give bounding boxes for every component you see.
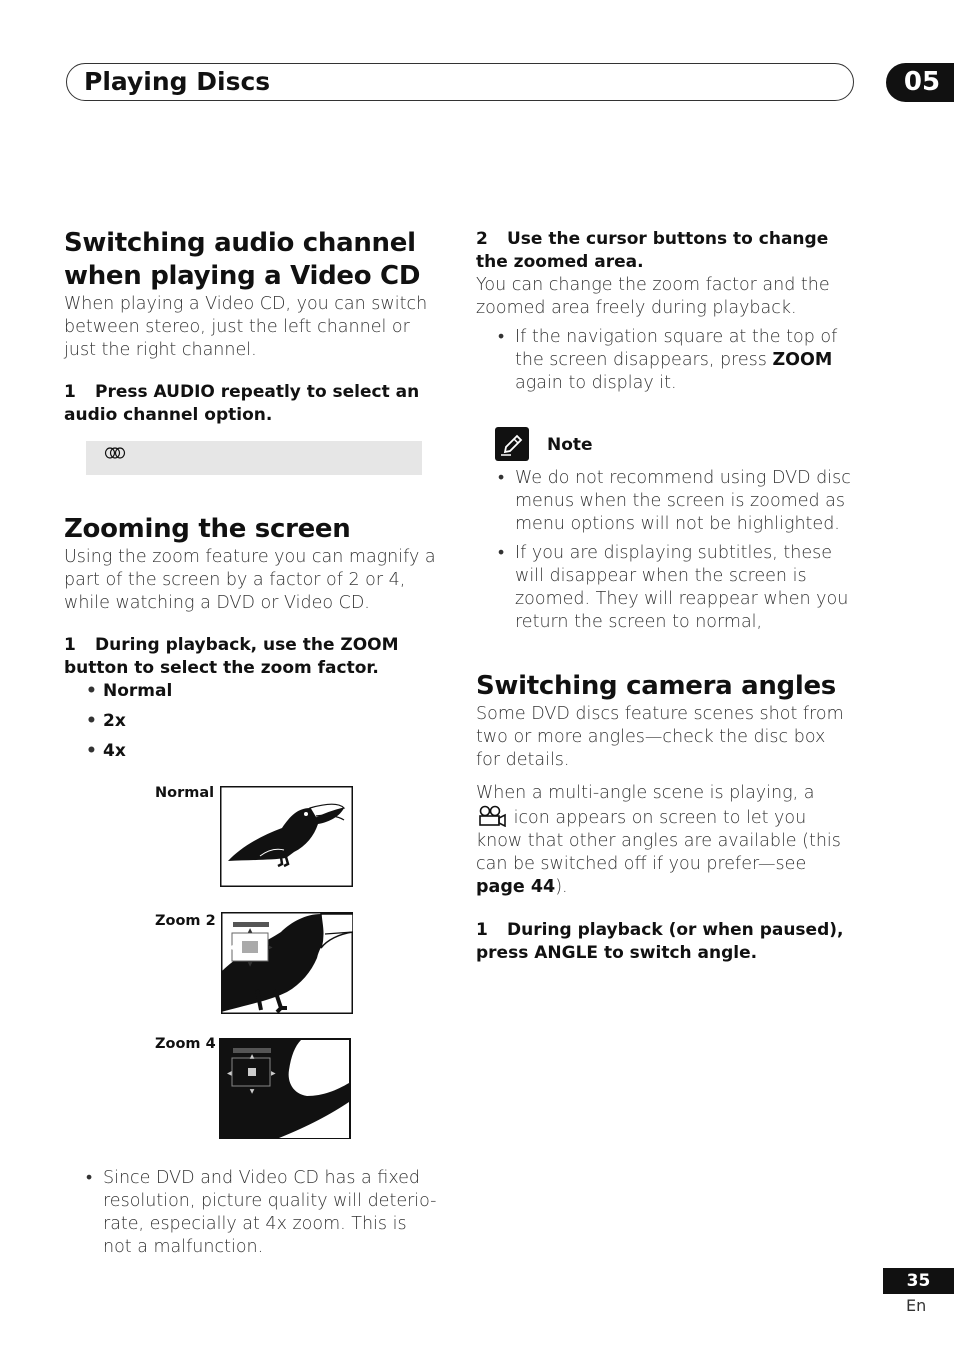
zoom-option-2x: • 2x	[64, 710, 436, 733]
figure-label-normal: Normal	[155, 785, 215, 801]
page-language: En	[906, 1296, 927, 1315]
audio-step-number: 1	[64, 382, 76, 402]
svg-text:▶: ▶	[271, 1070, 276, 1077]
svg-text:◀: ◀	[227, 1070, 232, 1077]
zoom-section	[64, 513, 436, 763]
zoom-resolution-bullet: • Since DVD and Video CD has a fixed resolution, picture quality will deterio-rate, especially at 4x zoom. This is not a malfunction.	[64, 1167, 439, 1259]
zoom-step-2-bullet-after: again to display it.	[515, 373, 677, 393]
angles-intro: Some DVD discs feature scenes shot from two or more angles—check the disc box for details.	[476, 704, 844, 770]
angles-para-end: ).	[555, 877, 568, 897]
audio-osd-display	[86, 441, 422, 475]
audio-intro: When playing a Video CD, you can switch between stereo, just the left channel or just the right channel.	[64, 294, 428, 360]
zoom-options-list	[64, 680, 436, 763]
zoom-step-2-bullet-before: If the navigation square at the top of the screen disappears, press	[515, 327, 838, 370]
figure-label-zoom2: Zoom 2	[155, 913, 216, 929]
zoom-step-2-text: Use the cursor buttons to change the zoomed area.	[476, 229, 829, 272]
note-bullet-2: • If you are displaying subtitles, these will disappear when the screen is zoomed. They will reappear when you return the screen to normal,	[476, 542, 854, 634]
note-bullet-1: • We do not recommend using DVD disc menus when the screen is zoomed as menu options will not be highlighted.	[476, 467, 854, 536]
audio-step-text: Press AUDIO repeatly to select an audio channel option.	[64, 382, 420, 425]
zoom-resolution-note	[64, 1167, 439, 1259]
audio-step	[64, 381, 424, 427]
figure-label-zoom4: Zoom 4	[155, 1036, 216, 1052]
zoom-step-2-block	[476, 228, 854, 395]
zoom-step-2-body: You can change the zoom factor and the zoomed area freely during playback.	[476, 275, 830, 318]
svg-text:▼: ▼	[249, 1088, 255, 1095]
note-pencil-icon	[495, 427, 529, 461]
zoom-step-2-number: 2	[476, 229, 488, 249]
zoom-step-1-text: During playback, use the ZOOM button to select the zoom factor.	[64, 635, 399, 678]
zoom-key-name: ZOOM	[772, 350, 833, 370]
section-title: Playing Discs	[84, 67, 271, 96]
chapter-number: 05	[886, 63, 954, 102]
angles-step-number: 1	[476, 920, 488, 940]
audio-heading-line1: Switching audio channel	[64, 228, 416, 258]
audio-heading	[64, 227, 434, 293]
svg-text:◀: ◀	[228, 944, 233, 951]
zoom-step-1-number: 1	[64, 635, 76, 655]
zoom-option-4x: • 4x	[64, 740, 436, 763]
angles-section	[476, 670, 854, 965]
note-title: Note	[547, 435, 593, 455]
zoom-step-1	[64, 634, 414, 680]
toucan-zoom4-image	[219, 1038, 351, 1139]
zoom-step-2-bullet	[476, 326, 854, 395]
angles-para-start: When a multi-angle scene is playing, a	[476, 783, 815, 803]
svg-text:▲: ▲	[247, 927, 253, 934]
angles-step-text: During playback (or when paused), press ANGLE to switch angle.	[476, 920, 844, 963]
audio-heading-line2: when playing a Video CD	[64, 261, 421, 291]
audio-section	[64, 227, 434, 427]
zoom-option-normal: • Normal	[64, 680, 436, 703]
angles-para-mid: icon appears on screen to let you know that other angles are available (this can be switched off if you prefer—see	[476, 808, 841, 874]
toucan-normal-image	[220, 786, 353, 887]
toucan-zoom2-image	[221, 912, 353, 1014]
audio-channel-icon	[104, 446, 126, 460]
angles-step	[476, 919, 846, 965]
camera-angle-icon	[476, 805, 508, 827]
zoom-heading: Zooming the screen	[64, 514, 351, 544]
note-list	[476, 467, 854, 634]
svg-text:▼: ▼	[247, 961, 253, 968]
angles-heading: Switching camera angles	[476, 671, 836, 701]
zoom-step-2	[476, 228, 854, 274]
svg-text:▲: ▲	[249, 1053, 255, 1060]
angles-paragraph	[476, 782, 848, 899]
page-number: 35	[883, 1268, 954, 1294]
svg-text:▶: ▶	[268, 944, 273, 951]
zoom-intro: Using the zoom feature you can magnify a part of the screen by a factor of 2 or 4, while watching a DVD or Video CD.	[64, 547, 436, 613]
page-reference-link[interactable]: page 44	[476, 877, 556, 897]
